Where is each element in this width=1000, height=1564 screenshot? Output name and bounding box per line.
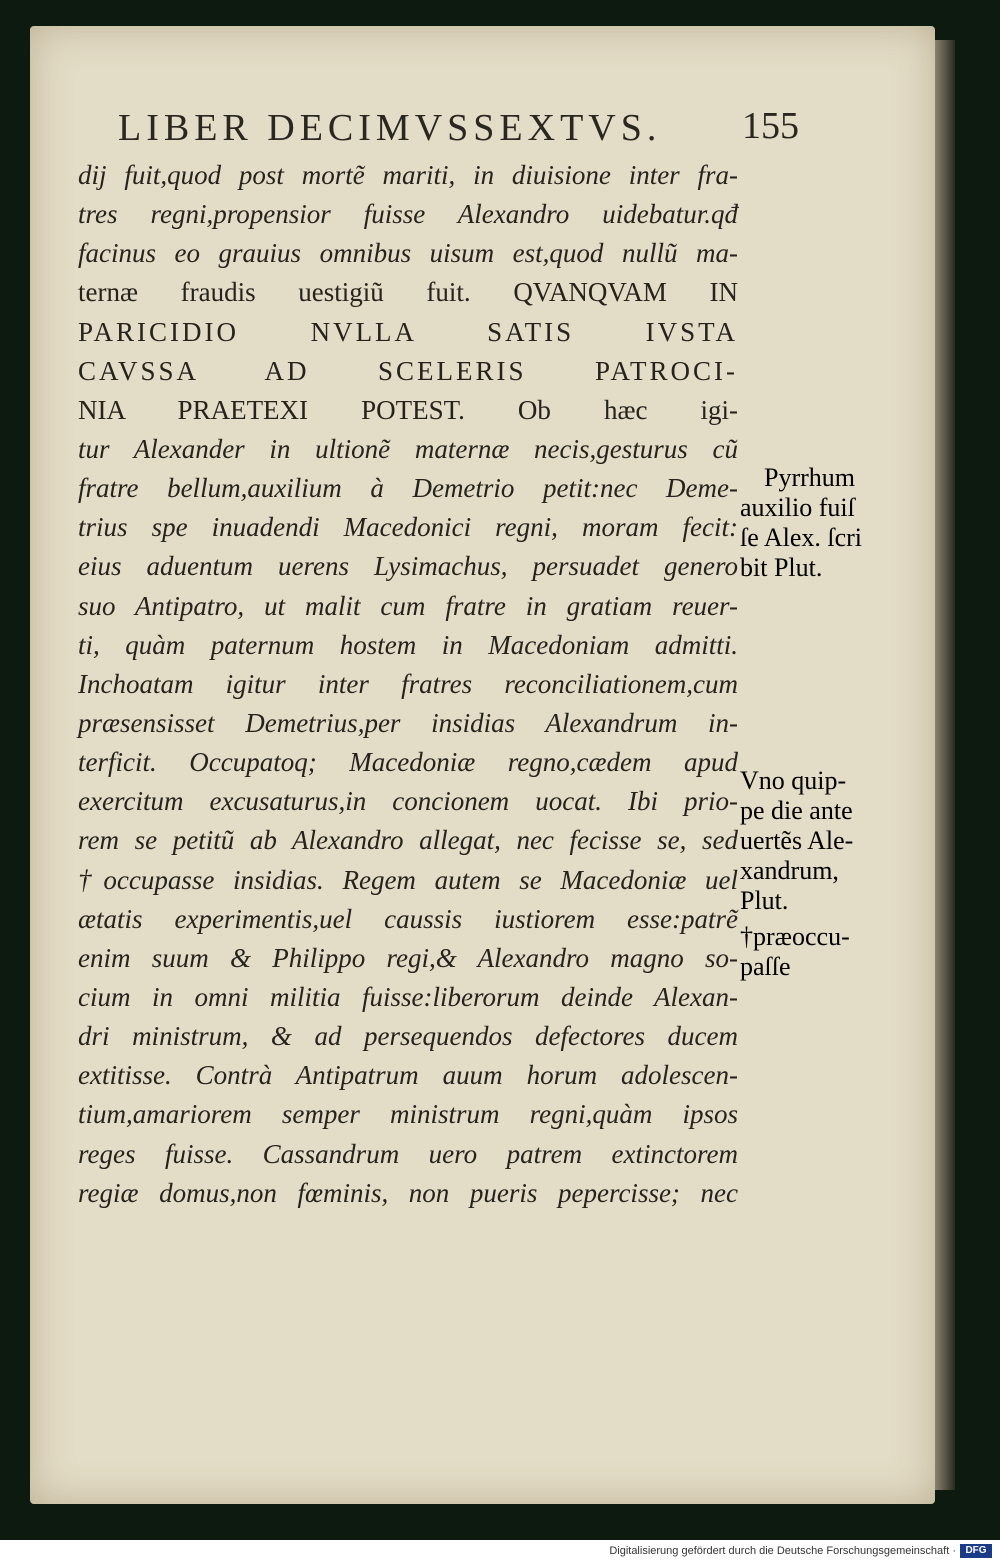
footer xyxy=(0,1540,1000,1564)
text-line: fratre bellum,auxilium à Demetrio petit:nec Deme- xyxy=(78,473,738,504)
text-line: †occupasse insidias. Regem autem se Macedoniæ uel xyxy=(78,864,738,895)
dfg-logo: DFG xyxy=(960,1544,992,1558)
text-line: tium,amariorem semper ministrum regni,quàm ipsos xyxy=(78,1099,738,1130)
text-line: reges fuisse. Cassandrum uero patrem extinctorem xyxy=(78,1138,738,1169)
margin-note-line: bit Plut. xyxy=(740,553,823,582)
text-line: exercitum excusaturus,in concionem uocat. Ibi prio- xyxy=(78,786,738,817)
margin-note-line: paſſe xyxy=(740,952,791,981)
text-line: NIA PRAETEXI POTEST. Ob hæc igi- xyxy=(78,394,738,425)
running-head: LIBER DECIMVSSEXTVS. xyxy=(118,107,662,149)
text-line: ætatis experimentis,uel caussis iustiorem esse:patrẽ xyxy=(78,903,738,934)
text-line: cium in omni militia fuisse:liberorum deinde Alexan- xyxy=(78,981,738,1012)
margin-note-line: Vno quip- xyxy=(740,766,847,795)
margin-note-line: †præoccu- xyxy=(740,922,850,951)
text-line: suo Antipatro, ut malit cum fratre in gratiam reuer- xyxy=(78,590,738,621)
margin-note-line: auxilio fuiſ xyxy=(740,493,855,522)
funding-credit: Digitalisierung gefördert durch die Deutsche Forschungsgemeinschaft · xyxy=(609,1545,956,1557)
margin-note-line: ſe Alex. ſcri xyxy=(740,523,863,552)
margin-note-praeoccupasse xyxy=(740,922,850,982)
margin-note-line: Pyrrhum xyxy=(764,463,855,492)
margin-note-line: Plut. xyxy=(740,886,789,915)
text-line: facinus eo grauius omnibus uisum est,quod nullũ ma- xyxy=(78,238,738,269)
text-line: PARICIDIO NVLLA SATIS IVSTA xyxy=(78,316,738,347)
margin-note-line: xandrum, xyxy=(740,856,839,885)
text-line: ternæ fraudis uestigiũ fuit. QVANQVAM IN xyxy=(78,277,738,308)
text-line: Inchoatam igitur inter fratres reconciliationem,cum xyxy=(78,668,738,699)
text-line: extitisse. Contrà Antipatrum auum horum adolescen- xyxy=(78,1060,738,1091)
text-line: rem se petitũ ab Alexandro allegat, nec fecisse se, sed xyxy=(78,825,738,856)
text-line: præsensisset Demetrius,per insidias Alexandrum in- xyxy=(78,707,738,738)
page-number: 155 xyxy=(742,105,799,147)
text-line: CAVSSA AD SCELERIS PATROCI- xyxy=(78,355,738,386)
text-line: tur Alexander in ultionẽ maternæ necis,gesturus cũ xyxy=(78,433,738,464)
text-line: tres regni,propensior fuisse Alexandro uidebatur.qđ xyxy=(78,199,738,230)
text-line: terficit. Occupatoq; Macedoniæ regno,cædem apud xyxy=(78,747,738,778)
text-line: enim suum & Philippo regi,& Alexandro magno so- xyxy=(78,942,738,973)
body-text xyxy=(78,156,738,1213)
margin-note-line: uertẽs Ale- xyxy=(740,826,854,855)
text-line: trius spe inuadendi Macedonici regni, moram fecit: xyxy=(78,512,738,543)
margin-note-line: pe die ante xyxy=(740,796,853,825)
text-line: eius aduentum uerens Lysimachus, persuadet genero xyxy=(78,551,738,582)
text-line: dri ministrum, & ad persequendos defectores ducem xyxy=(78,1021,738,1052)
text-line: regiæ domus,non fœminis, non pueris pepercisse; nec xyxy=(78,1177,738,1208)
margin-note-pyrrhum xyxy=(740,463,862,583)
text-line: ti, quàm paternum hostem in Macedoniam admitti. xyxy=(78,629,738,660)
page-edge xyxy=(935,40,955,1490)
text-line: dij fuit,quod post mortẽ mariti, in diuisione inter fra- xyxy=(78,160,738,190)
margin-note-vno-quippe xyxy=(740,766,853,916)
